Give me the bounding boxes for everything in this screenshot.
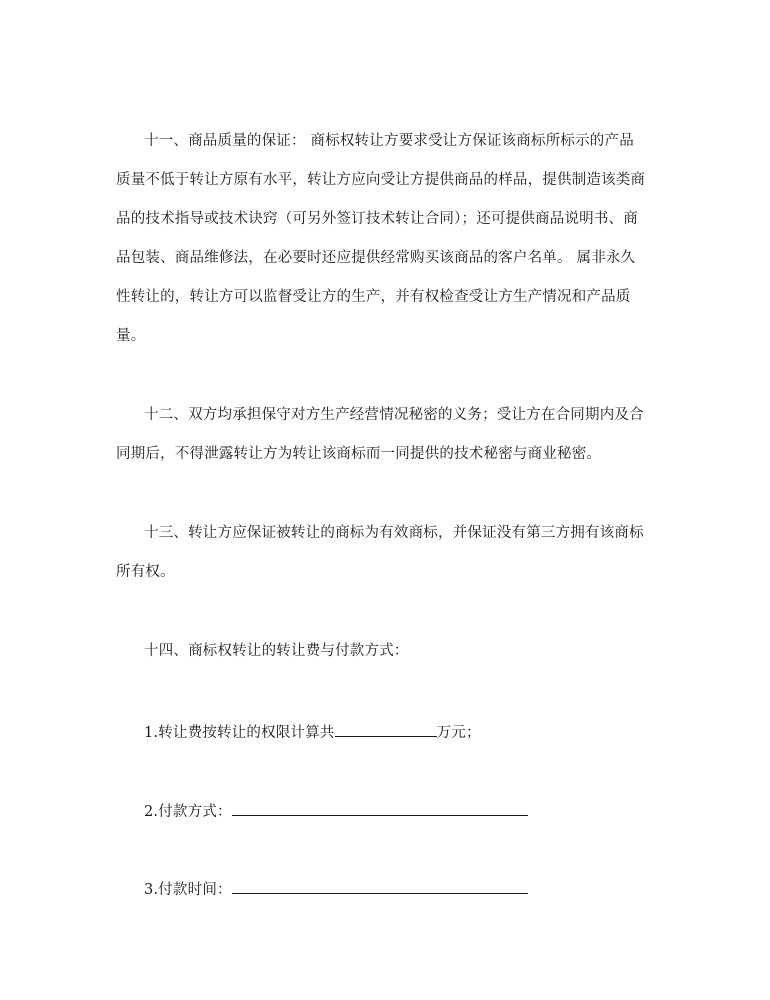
item3-label: 3.付款时间： xyxy=(144,882,232,898)
clause14-item-2 xyxy=(144,800,528,822)
item1-label: 1.转让费按转让的权限计算共 xyxy=(144,725,335,741)
clause11-line-6: 量。 xyxy=(116,328,146,344)
clause14-item-3 xyxy=(144,878,528,900)
clause11-line-2: 质量不低于转让方原有水平，转让方应向受让方提供商品的样品，提供制造该类商 xyxy=(116,172,646,188)
clause11-line-3: 品的技术指导或技术诀窍（可另外签订技术转让合同）；还可提供商品说明书、商 xyxy=(116,211,638,227)
clause13-line-1: 十三、转让方应保证被转让的商标为有效商标，并保证没有第三方拥有该商标 xyxy=(144,525,644,541)
clause13-line-2: 所有权。 xyxy=(116,564,175,580)
clause11-line-1: 十一、商品质量的保证： 商标权转让方要求受让方保证该商标所标示的产品 xyxy=(144,133,634,149)
fee-amount-blank[interactable] xyxy=(335,721,437,737)
item1-suffix: 万元； xyxy=(436,725,481,741)
clause14-heading: 十四、商标权转让的转让费与付款方式： xyxy=(144,643,409,659)
clause11-line-4: 品包装、商品维修法，在必要时还应提供经常购买该商品的客户名单。 属非永久 xyxy=(116,250,636,266)
clause12-line-2: 同期后，不得泄露转让方为转让该商标而一同提供的技术秘密与商业秘密。 xyxy=(116,446,602,462)
payment-time-blank[interactable] xyxy=(232,878,528,894)
clause12-line-1: 十二、双方均承担保守对方生产经营情况秘密的义务；受让方在合同期内及合 xyxy=(144,407,644,423)
item2-label: 2.付款方式： xyxy=(144,804,232,820)
clause14-item-1 xyxy=(144,721,481,743)
clause11-line-5: 性转让的，转让方可以监督受让方的生产，并有权检查受让方生产情况和产品质 xyxy=(116,289,631,305)
payment-method-blank[interactable] xyxy=(232,800,528,816)
